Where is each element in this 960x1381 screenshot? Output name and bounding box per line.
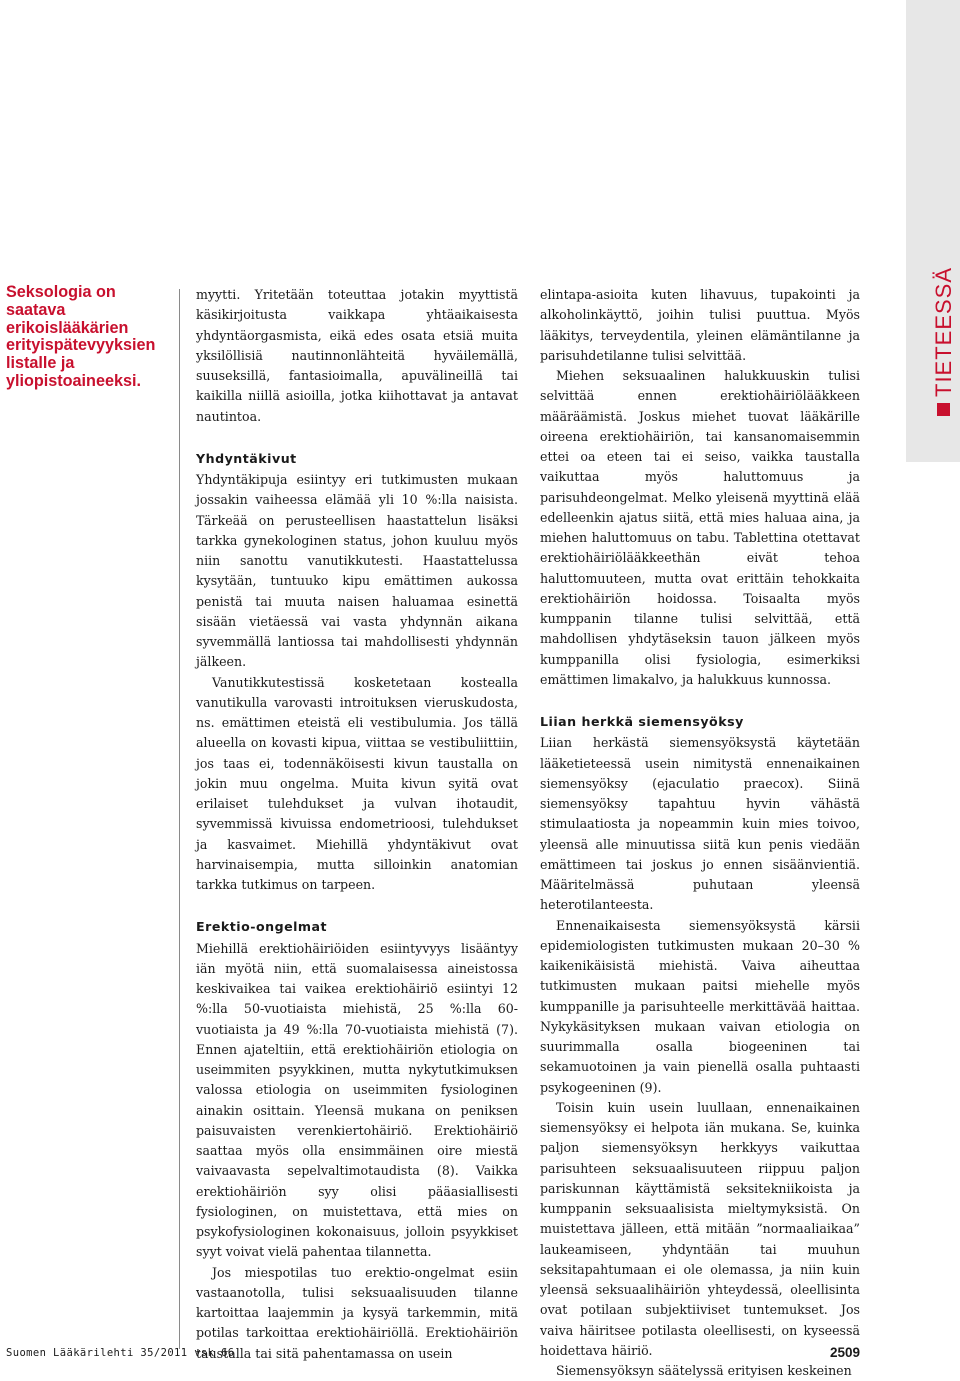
paragraph: Toisin kuin usein luullaan, ennenaikainen siemensyöksy ei helpota iän mukana. Se, kuinka paljon siemensyöksyn herkkyys vaikuttaa parisuhteen seksuaalisuuteen riippuu paljon pariskunnan käyttämistä seksitekniikoista ja kumppanin seksuaalisista mieltymyksistä. On muistettava jälleen, että mitään ”normaaliaikaa” laukeamiseen, yhdyntään tai muuhun seksitapahtumaan ei ole olemassa, ja niin kuin yleensä seksuaalihäiriön yhteydessä, oleellisinta ovat potilaan subjektiiviset tuntemukset. Jos vaiva häiritsee potilasta oleellisesti, on kyseessä hoidettava häiriö. — [540, 1099, 860, 1358]
paragraph: elintapa-asioita kuten lihavuus, tupakointi ja alkoholinkäyttö, joihin tulisi puuttua. Myös lääkitys, terveydentila, yleinen elämäntilanne ja parisuhdetilanne tulisi selvittää. — [540, 287, 860, 363]
paragraph: Liian herkästä siemensyöksystä käytetään lääketieteessä usein nimitystä ennenaikainen siemensyöksy (ejaculatio praecox). Siinä siemensyöksy tapahtuu hyvin vähästä stimulaatiosta ja nopeammin kuin mies toivoo, yleensä alle minuutissa siitä kun penis viedään emättimeen tai joskus jo ennen sisäänvientiä. Määritelmässä puhutaan yleensä heterotilanteesta. — [540, 735, 860, 913]
column-divider — [179, 289, 180, 1349]
section-heading-erektio-ongelmat: Erektio-ongelmat — [196, 919, 328, 935]
section-heading-yhdyntakivut: Yhdyntäkivut — [196, 450, 297, 466]
paragraph: Yhdyntäkipuja esiintyy eri tutkimusten mukaan jossakin vaiheessa elämää yli 10 %:lla naisista. Tärkeää on perusteellisen haastattelun lisäksi tarkka gynekologinen status, johon kuuluu myös niin sanottu vanutikkutesti. Haastattelussa kysytään, tuntuuko kipu emättimen aukossa penistä tai muuta naisen haluamaa esinettä sisään vietäessä vai vasta yhdynnän aikana syvemmällä lantiossa tai mahdollisesti yhdynnän jälkeen. — [196, 472, 518, 670]
paragraph: Miehen seksuaalinen halukkuuskin tulisi selvittää ennen erektiohäiriölääkkeen määräämistä. Joskus miehet tuovat lääkärille oireena erektiohäiriön, tai kansanomaisemmin ettei oa eteen tai ei seiso, vaikka taustalla vaikuttaa myös haluttomuus ja parisuhdeongelmat. Melko yleisenä myyttinä elää edelleenkin ajatus siitä, että mies haluaa aina, ja miehen haluttomuus on tabu. Tablettina otettavat erektiohäiriölääkkeethän eivät tehoa haluttomuuteen, mutta ovat erittäin tehokkaita erektiohäiriön hoidossa. Toisaalta myös kumppanin tilanne tulisi selvittää, että mahdollisen yhdytäseksin tauon jälkeen myös kumppanilla olisi fysiologia, esimerkiksi emättimen limakalvo, ja halukkuus kunnossa. — [540, 368, 860, 687]
paragraph: Jos miespotilas tuo erektio-ongelmat esiin vastaanotolla, tulisi seksuaalisuuden tilanne kartoittaa laajemmin ja kysyä tarkemmin, mitä potilas tarkoittaa erektiohäiriöllä. Erektiohäiriön taustalla tai sitä pahentamassa on usein — [196, 1264, 518, 1361]
section-heading-liian-herkka-siemensyoksy: Liian herkkä siemensyöksy — [540, 714, 744, 729]
red-square-icon — [937, 403, 950, 416]
footer-journal-name: Suomen Lääkärilehti 35/2011 vsk 66 — [6, 1347, 235, 1359]
section-title: TIETEESSÄ — [931, 266, 956, 397]
paragraph: Ennenaikaisesta siemensyöksystä kärsii epidemiologisten tutkimusten mukaan 20–30 % kaikenikäisistä miehistä. Vaiva aiheuttaa tutkimusten mukaan paitsi miehelle myös kumppanille ja parisuhteelle merkittävää haittaa. Nykykäsityksen mukaan vaivan etiologia on suurimmalla osalla biogeeninen tai sekamuotoinen ja vain pienellä osalla puhtaasti psykogeeninen (9). — [540, 917, 860, 1095]
section-tab-label — [933, 267, 955, 416]
page-number: 2509 — [829, 1345, 860, 1360]
paragraph: Vanutikkutestissä kosketetaan kostealla vanutikulla varovasti introituksen vieruskudosta, ns. emättimen eteistä eli vestibulumia. Jos tällä alueella on kovasti kipua, viittaa se vestibuliittiin, jos taas ei, todennäköisesti kivun taustalla on jokin muu ongelma. Muita kivun syitä ovat erilaiset tulehdukset ja vulvan ihotaudit, syvemmissä kivuissa endometrioosi, tulehdukset ja kasvaimet. Miehillä yhdyntäkivut ovat harvinaisempia, mutta silloinkin anatomian tarkka tutkimus on tarpeen. — [196, 674, 518, 892]
paragraph: Miehillä erektiohäiriöiden esiintyvyys lisääntyy iän myötä niin, että suomalaisessa aineistossa keskivaikea tai vaikea erektiohäiriö esiintyi 12 %:lla 50-vuotiaista miehistä, 25 %:lla 60-vuotiaista ja 49 %:lla 70-vuotiaista miehistä (7). Ennen ajateltiin, että erektiohäiriön etiologia on useimmiten psyykkinen, mutta nykytutkimuksen valossa etiologia on useimmiten fysiologinen ainakin osittain. Yleensä mukana on peniksen paisuvaisten verenkiertohäiriö. Erektiohäiriö saattaa myös olla ensimmäinen oire miestä vaivaavasta sepelvaltimotaudista (8). Vaikka erektiohäiriön syy olisi pääasiallisesti fysiologinen, on muistettava, että mies on psykofysiologinen kokonaisuus, jolloin psyykkiset syyt voivat vielä pahentaa tilannetta. — [196, 940, 518, 1260]
article-column-1 — [196, 285, 518, 1364]
section-tab — [906, 0, 960, 462]
paragraph: Siemensyöksyn säätelyssä erityisen keskeinen — [556, 1363, 852, 1378]
article-column-2 — [540, 285, 860, 1381]
sidebar-pull-quote: Seksologia on saatava erikoislääkärien erityispätevyyksien listalle ja yliopistoaineeksi. — [6, 283, 156, 390]
paragraph: myytti. Yritetään toteuttaa jotakin myyttistä käsikirjoitusta vaikkapa yhtäaikaisesta yhdyntäorgasmista, eikä edes osata etsiä muita yksilöllisiä nautinnonlähteitä hyväilemällä, suuseksillä, fantasioimalla, apuvälineillä tai kaikilla niillä asioilla, jotka kiihottavat ja antavat nautintoa. — [196, 287, 518, 424]
